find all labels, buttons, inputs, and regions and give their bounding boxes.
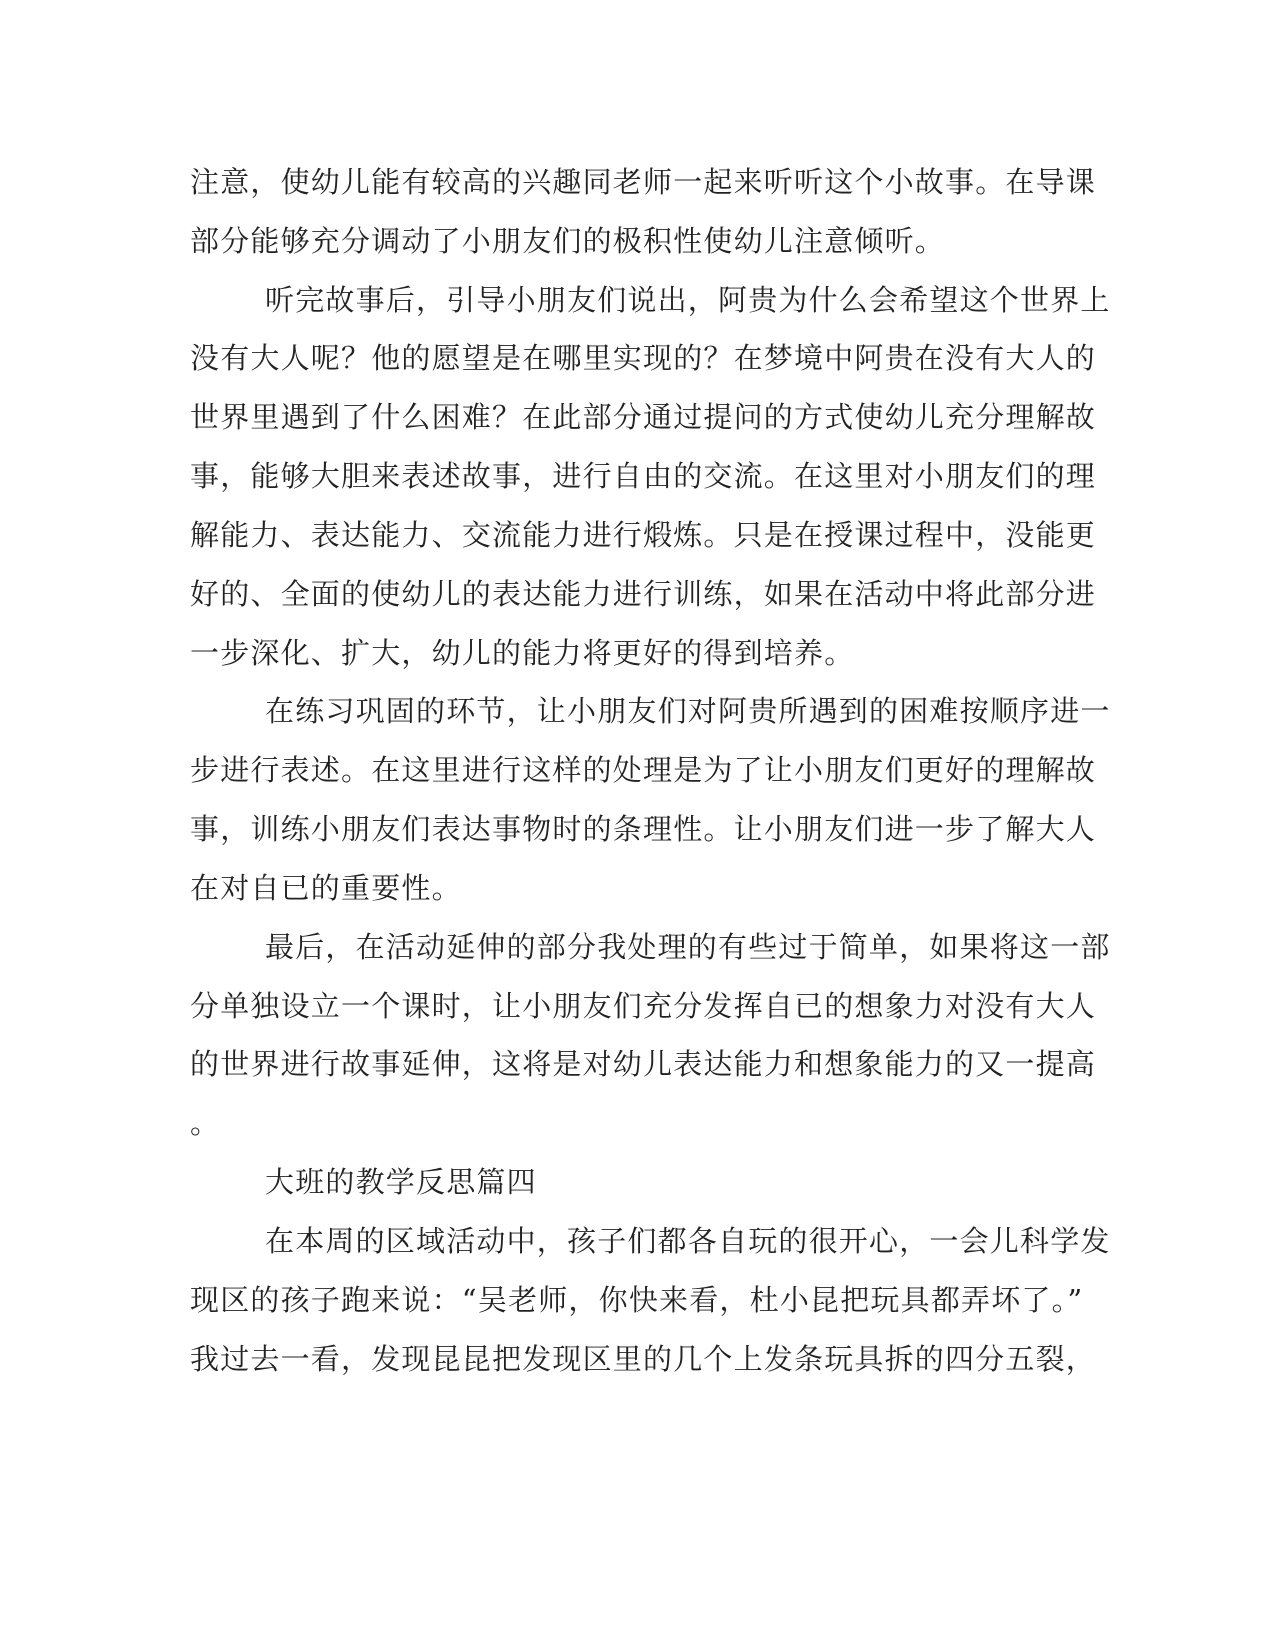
text-line: 在对自已的重要性。	[190, 871, 462, 905]
paragraph-start: 听完故事后，引导小朋友们说出，阿贵为什么会希望这个世界上	[265, 283, 1111, 317]
section-heading: 大班的教学反思篇四	[265, 1165, 537, 1199]
text-line: 现区的孩子跑来说：“吴老师，你快来看，杜小昆把玩具都弄坏了。”	[190, 1283, 1084, 1317]
text-line: 事，训练小朋友们表达事物时的条理性。让小朋友们进一步了解大人	[190, 812, 1097, 846]
text-line: 注意，使幼儿能有较高的兴趣同老师一起来听听这个小故事。在导课	[190, 165, 1097, 199]
text-line: 事，能够大胆来表述故事，进行自由的交流。在这里对小朋友们的理	[190, 459, 1097, 493]
text-line: 分单独设立一个课时，让小朋友们充分发挥自已的想象力对没有大人	[190, 989, 1097, 1023]
text-line: 解能力、表达能力、交流能力进行煅炼。只是在授课过程中，没能更	[190, 518, 1097, 552]
paragraph-start: 在本周的区域活动中，孩子们都各自玩的很开心，一会儿科学发	[265, 1224, 1111, 1258]
paragraph-start: 最后，在活动延伸的部分我处理的有些过于简单，如果将这一部	[265, 930, 1111, 964]
text-line: 一步深化、扩大，幼儿的能力将更好的得到培养。	[190, 636, 855, 670]
text-line: 好的、全面的使幼儿的表达能力进行训练，如果在活动中将此部分进	[190, 577, 1097, 611]
text-line: 世界里遇到了什么困难？在此部分通过提问的方式使幼儿充分理解故	[190, 400, 1097, 434]
text-line: 我过去一看，发现昆昆把发现区里的几个上发条玩具拆的四分五裂，	[190, 1342, 1097, 1376]
text-line: 。	[190, 1106, 221, 1140]
text-line: 步进行表述。在这里进行这样的处理是为了让小朋友们更好的理解故	[190, 753, 1097, 787]
text-line: 的世界进行故事延伸，这将是对幼儿表达能力和想象能力的又一提高	[190, 1047, 1097, 1081]
paragraph-start: 在练习巩固的环节，让小朋友们对阿贵所遇到的困难按顺序进一	[265, 694, 1111, 728]
text-line: 部分能够充分调动了小朋友们的极积性使幼儿注意倾听。	[190, 224, 946, 258]
text-line: 没有大人呢？他的愿望是在哪里实现的？在梦境中阿贵在没有大人的	[190, 341, 1097, 375]
